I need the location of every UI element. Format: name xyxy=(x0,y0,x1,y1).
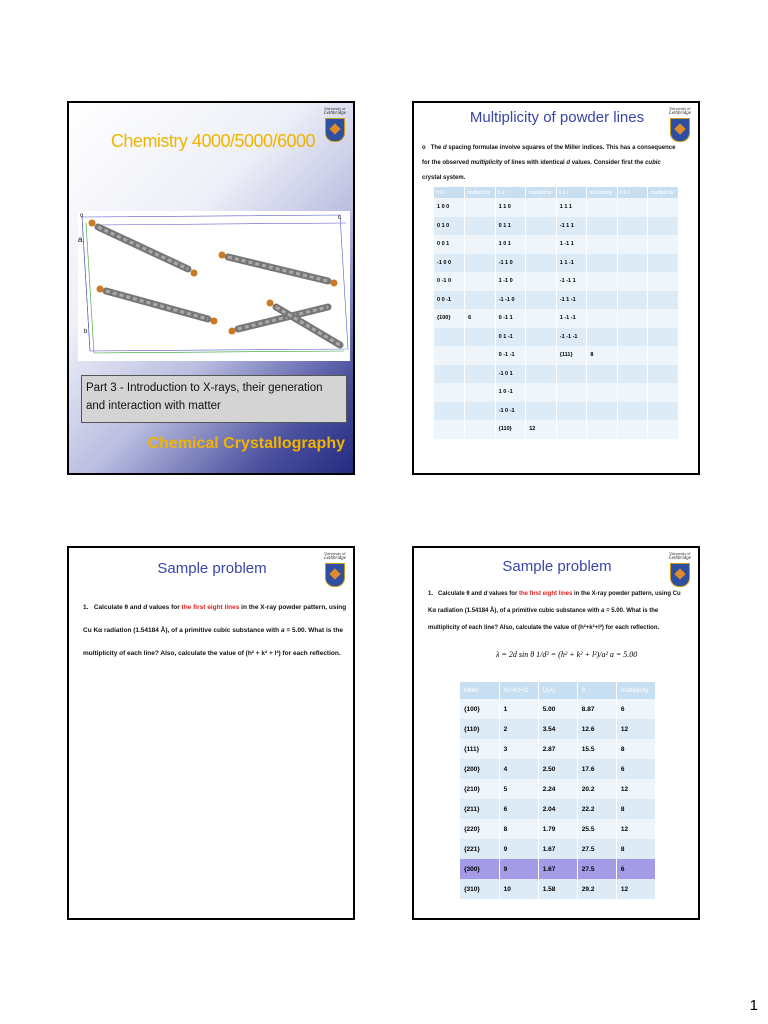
table-cell xyxy=(617,328,648,347)
table-cell xyxy=(465,346,496,365)
table-cell: 2.24 xyxy=(538,779,577,799)
table-row xyxy=(460,759,656,779)
table-cell xyxy=(465,272,496,291)
table-cell xyxy=(434,420,465,439)
table-cell: {300} xyxy=(460,859,499,879)
logo-university-line: University of xyxy=(669,551,691,556)
table-header: h k l xyxy=(495,187,526,198)
text-part: cubic xyxy=(645,160,661,166)
logo-name: Lethbridge xyxy=(324,556,346,561)
table-cell xyxy=(526,235,557,254)
table-cell: 15.5 xyxy=(577,739,616,759)
table-cell: -1 -1 -1 xyxy=(556,328,587,347)
table-cell xyxy=(434,402,465,421)
axis-b-label: b xyxy=(84,329,88,335)
table-row xyxy=(434,365,679,384)
table-header: h k l xyxy=(434,187,465,198)
table-cell: 27.5 xyxy=(577,839,616,859)
table-header: multiplicity xyxy=(465,187,496,198)
table-cell: {220} xyxy=(460,819,499,839)
table-cell xyxy=(587,235,618,254)
text-part: = 5.00. What is the multiplicity of each line? Also, calculate the value of (h²+k²+l²) for each reflection. xyxy=(428,608,660,631)
table-cell: 27.5 xyxy=(577,859,616,879)
table-cell: 0 -1 0 xyxy=(434,272,465,291)
table-cell: -1 -1 1 xyxy=(556,272,587,291)
table-cell xyxy=(465,198,496,217)
table-cell xyxy=(556,420,587,439)
table-cell xyxy=(617,346,648,365)
table-header: θ xyxy=(577,682,616,699)
table-cell: 9 xyxy=(499,839,538,859)
table-cell xyxy=(465,383,496,402)
table-cell: 1 -1 1 xyxy=(556,235,587,254)
text-part: The xyxy=(430,145,444,151)
table-cell xyxy=(617,309,648,328)
table-cell xyxy=(648,383,679,402)
text-part: of lines with identical xyxy=(502,160,567,166)
table-cell xyxy=(526,346,557,365)
table-header: h k l xyxy=(617,187,648,198)
table-cell xyxy=(465,402,496,421)
axis-c-label: c xyxy=(338,215,341,221)
table-cell: 12 xyxy=(616,819,655,839)
table-cell xyxy=(648,328,679,347)
table-cell xyxy=(617,272,648,291)
text-part: = 5.00. What is the multiplicity of each line? Also, calculate the value of (h² + k² + l²) for each reflection. xyxy=(83,627,343,657)
text-part: values for xyxy=(487,591,519,597)
table-cell xyxy=(587,198,618,217)
table-cell: {111} xyxy=(556,346,587,365)
table-row xyxy=(434,309,679,328)
table-cell: 1 xyxy=(499,699,538,719)
table-cell: 0 1 -1 xyxy=(495,328,526,347)
text-part: a xyxy=(601,608,605,614)
table-cell: 6 xyxy=(616,699,655,719)
table-header: multiplicity xyxy=(616,682,655,699)
table-cell: 1 1 0 xyxy=(495,198,526,217)
slide-title: Sample problem xyxy=(502,558,612,575)
slide-title: Multiplicity of powder lines xyxy=(469,109,645,126)
table-cell xyxy=(587,365,618,384)
table-row xyxy=(434,272,679,291)
table-cell: 2 xyxy=(499,719,538,739)
table-header: h k l xyxy=(556,187,587,198)
table-cell: 6 xyxy=(499,799,538,819)
table-header: h2+k2+l2 xyxy=(499,682,538,699)
molecule xyxy=(97,286,218,325)
table-row xyxy=(460,819,656,839)
text-part: in the X-ray powder pattern, using Cu Kα radiation (1.54184 Å), of a primitive cubic substance with xyxy=(83,604,347,634)
logo-university-line: University of xyxy=(324,106,346,111)
table-cell xyxy=(617,383,648,402)
table-cell: 8 xyxy=(499,819,538,839)
table-row xyxy=(434,235,679,254)
table-cell xyxy=(617,420,648,439)
highlight-text: the first eight lines xyxy=(518,591,573,597)
table-cell: 0 0 -1 xyxy=(434,291,465,310)
text-part: values for xyxy=(147,604,182,611)
table-cell: 2.87 xyxy=(538,739,577,759)
table-cell: 3 xyxy=(499,739,538,759)
table-cell xyxy=(526,328,557,347)
table-cell xyxy=(465,254,496,273)
text-part: crystal system. xyxy=(422,175,466,181)
table-cell xyxy=(465,365,496,384)
slide-sample-problem-solution xyxy=(412,546,700,920)
table-cell: {111} xyxy=(460,739,499,759)
table-cell xyxy=(526,291,557,310)
table-cell xyxy=(434,365,465,384)
highlight-text: the first eight lines xyxy=(181,604,240,611)
table-cell: 2.04 xyxy=(538,799,577,819)
table-cell xyxy=(587,402,618,421)
text-part: a xyxy=(280,627,285,634)
axis-a-label: a xyxy=(78,235,83,244)
table-cell: 1 -1 -1 xyxy=(556,309,587,328)
table-cell xyxy=(587,291,618,310)
table-cell xyxy=(556,383,587,402)
table-cell xyxy=(587,272,618,291)
table-cell: 1 1 1 xyxy=(556,198,587,217)
table-cell xyxy=(648,420,679,439)
table-cell xyxy=(617,291,648,310)
table-cell xyxy=(648,254,679,273)
table-cell: {211} xyxy=(460,799,499,819)
table-cell: 12 xyxy=(616,879,655,899)
table-row xyxy=(434,291,679,310)
results-table xyxy=(460,682,656,899)
text-part: in the X-ray powder pattern, using Cu Kα radiation (1.54184 Å), of a primitive cubic substance with xyxy=(428,591,681,614)
table-cell xyxy=(648,217,679,236)
table-cell: {221} xyxy=(460,839,499,859)
table-cell xyxy=(465,217,496,236)
text-part: Calculate θ and xyxy=(438,591,484,597)
table-row xyxy=(434,217,679,236)
table-row xyxy=(460,719,656,739)
text-part: values. Consider first the xyxy=(570,160,646,166)
multiplicity-table xyxy=(434,187,679,439)
slide-title: Chemistry 4000/5000/6000 xyxy=(110,131,316,151)
table-cell: {200} xyxy=(460,759,499,779)
table-cell xyxy=(556,365,587,384)
slide-title-chemistry xyxy=(67,101,355,475)
table-cell xyxy=(526,217,557,236)
table-cell xyxy=(587,254,618,273)
table-cell xyxy=(465,235,496,254)
table-cell: 12.6 xyxy=(577,719,616,739)
table-cell: {110} xyxy=(460,719,499,739)
table-cell: 1 0 1 xyxy=(495,235,526,254)
table-cell xyxy=(648,309,679,328)
slide-multiplicity xyxy=(412,101,700,475)
table-cell: 8 xyxy=(587,346,618,365)
part-description-box: Part 3 - Introduction to X-rays, their generation and interaction with matter xyxy=(81,375,347,423)
page-number: 1 xyxy=(749,997,758,1014)
table-cell: 1.58 xyxy=(538,879,577,899)
table-header: multiplicity xyxy=(648,187,679,198)
table-cell: {100} xyxy=(434,309,465,328)
table-cell: 0 0 1 xyxy=(434,235,465,254)
table-cell: 12 xyxy=(526,420,557,439)
table-cell: 0 -1 1 xyxy=(495,309,526,328)
table-cell: 20.2 xyxy=(577,779,616,799)
logo-university-line: University of xyxy=(324,551,346,556)
table-cell: {110} xyxy=(495,420,526,439)
text-part: multiplicity xyxy=(470,160,503,166)
table-cell: -1 0 0 xyxy=(434,254,465,273)
table-row xyxy=(434,346,679,365)
table-cell xyxy=(617,254,648,273)
table-cell xyxy=(434,346,465,365)
table-cell xyxy=(465,420,496,439)
table-cell xyxy=(587,217,618,236)
table-cell: -1 1 -1 xyxy=(556,291,587,310)
table-cell: -1 -1 0 xyxy=(495,291,526,310)
table-cell: {210} xyxy=(460,779,499,799)
table-row xyxy=(460,839,656,859)
table-header: multiplicity xyxy=(587,187,618,198)
table-row xyxy=(460,879,656,899)
table-row xyxy=(460,699,656,719)
crystal-structure-image xyxy=(78,211,350,361)
table-cell: 22.2 xyxy=(577,799,616,819)
table-cell xyxy=(526,402,557,421)
table-cell xyxy=(526,309,557,328)
molecule xyxy=(229,300,341,346)
table-cell xyxy=(434,328,465,347)
problem-number: 1. xyxy=(83,604,89,611)
table-row xyxy=(460,859,656,879)
table-cell: {100} xyxy=(460,699,499,719)
table-cell: 5.00 xyxy=(538,699,577,719)
logo-name: Lethbridge xyxy=(669,556,691,561)
table-cell: -1 0 1 xyxy=(495,365,526,384)
table-cell: 10 xyxy=(499,879,538,899)
table-cell: 1 1 -1 xyxy=(556,254,587,273)
table-cell: 9 xyxy=(499,859,538,879)
table-cell xyxy=(587,383,618,402)
text-part: spacing formulae involve squares of the Miller indices. This has a consequence for the observed xyxy=(422,145,676,166)
table-cell xyxy=(587,309,618,328)
table-cell: 25.5 xyxy=(577,819,616,839)
table-cell xyxy=(617,217,648,236)
table-cell xyxy=(587,420,618,439)
axis-o-label: o xyxy=(80,213,84,219)
logo-university-line: University of xyxy=(669,106,691,111)
slide-bullet-text xyxy=(422,141,680,186)
table-header: D(A) xyxy=(538,682,577,699)
problem-number: 1. xyxy=(428,591,434,597)
table-cell: 8 xyxy=(616,799,655,819)
table-cell: 1 -1 0 xyxy=(495,272,526,291)
table-cell: 8 xyxy=(616,839,655,859)
table-cell xyxy=(617,402,648,421)
molecule xyxy=(89,220,198,277)
logo-name: Lethbridge xyxy=(324,111,346,116)
problem-text xyxy=(83,596,347,665)
table-cell: 0 1 0 xyxy=(434,217,465,236)
table-cell: 12 xyxy=(616,719,655,739)
table-cell xyxy=(617,235,648,254)
table-cell xyxy=(648,291,679,310)
table-cell: 5 xyxy=(499,779,538,799)
slide-title: Sample problem xyxy=(157,560,267,577)
bragg-formula: λ = 2d sin θ 1/d² = (h² + k² + l²)/a² a = 5.00 xyxy=(496,650,638,659)
table-cell: 12 xyxy=(616,779,655,799)
table-cell xyxy=(648,198,679,217)
text-part: d xyxy=(566,160,571,166)
table-cell: 2.50 xyxy=(538,759,577,779)
table-cell: 1 0 0 xyxy=(434,198,465,217)
table-cell: -1 1 0 xyxy=(495,254,526,273)
molecule xyxy=(219,252,338,287)
table-cell xyxy=(587,328,618,347)
table-cell: 1 0 -1 xyxy=(495,383,526,402)
table-row xyxy=(434,383,679,402)
table-cell xyxy=(648,365,679,384)
logo-name: Lethbridge xyxy=(669,111,691,116)
table-cell: 6 xyxy=(465,309,496,328)
table-row xyxy=(434,420,679,439)
table-cell xyxy=(556,402,587,421)
table-cell: 3.54 xyxy=(538,719,577,739)
table-header: multiplicity xyxy=(526,187,557,198)
table-row xyxy=(434,402,679,421)
problem-text xyxy=(428,586,688,637)
table-header: Miller xyxy=(460,682,499,699)
bullet-icon: o xyxy=(422,145,426,151)
table-cell: -1 0 -1 xyxy=(495,402,526,421)
table-cell xyxy=(526,365,557,384)
table-cell: 6 xyxy=(616,759,655,779)
table-cell: {310} xyxy=(460,879,499,899)
slide-sample-problem xyxy=(67,546,355,920)
table-cell xyxy=(526,383,557,402)
table-cell: 1.79 xyxy=(538,819,577,839)
table-cell: 1.67 xyxy=(538,839,577,859)
table-cell xyxy=(526,198,557,217)
text-part: d xyxy=(483,591,488,597)
table-cell: 0 -1 -1 xyxy=(495,346,526,365)
table-cell: 0 1 1 xyxy=(495,217,526,236)
table-cell: 6 xyxy=(616,859,655,879)
text-part: d xyxy=(443,145,447,151)
table-cell: -1 1 1 xyxy=(556,217,587,236)
table-cell xyxy=(526,272,557,291)
table-cell xyxy=(617,365,648,384)
table-cell: 4 xyxy=(499,759,538,779)
slide-subtitle: Chemical Crystallography xyxy=(147,435,345,452)
table-cell xyxy=(526,254,557,273)
table-cell: 17.6 xyxy=(577,759,616,779)
table-cell: 29.2 xyxy=(577,879,616,899)
table-row xyxy=(434,328,679,347)
text-part: d xyxy=(143,604,148,611)
table-cell xyxy=(434,383,465,402)
table-cell xyxy=(648,272,679,291)
text-part: Calculate θ and xyxy=(93,604,144,611)
table-row xyxy=(434,254,679,273)
table-cell: 1.67 xyxy=(538,859,577,879)
table-cell xyxy=(465,291,496,310)
table-row xyxy=(434,198,679,217)
table-cell xyxy=(617,198,648,217)
table-cell xyxy=(648,235,679,254)
table-cell: 8 xyxy=(616,739,655,759)
table-row xyxy=(460,739,656,759)
table-cell xyxy=(648,402,679,421)
table-cell xyxy=(648,346,679,365)
table-row xyxy=(460,779,656,799)
table-cell: 8.87 xyxy=(577,699,616,719)
table-cell xyxy=(465,328,496,347)
table-row xyxy=(460,799,656,819)
